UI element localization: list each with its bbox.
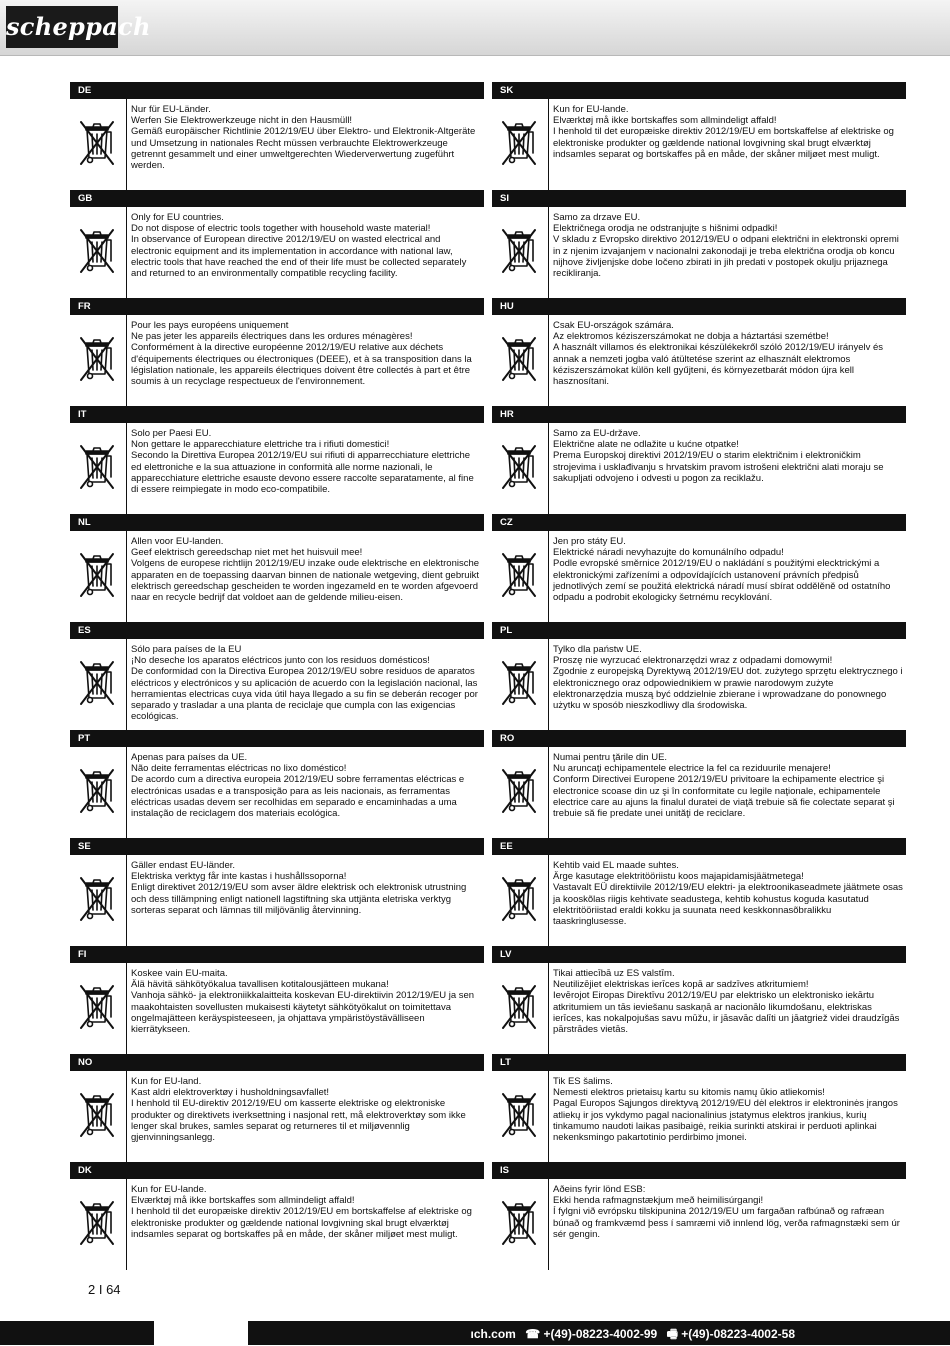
- section-body: [492, 963, 906, 1054]
- section-language-code: FR: [70, 298, 484, 315]
- footer-website: ıch.com: [470, 1327, 516, 1341]
- section-body: [70, 207, 484, 298]
- icon-cell: [70, 207, 127, 298]
- disposal-section-se: [70, 838, 484, 946]
- disposal-section-ee: [492, 838, 906, 946]
- disposal-section-lv: [492, 946, 906, 1054]
- section-language-code: CZ: [492, 514, 906, 531]
- footer-bar: [0, 1321, 950, 1345]
- icon-cell: [70, 1179, 127, 1270]
- section-language-code: HU: [492, 298, 906, 315]
- section-language-code: PT: [70, 730, 484, 747]
- section-body: [492, 639, 906, 730]
- section-language-code: RO: [492, 730, 906, 747]
- crossed-out-wheelie-bin-icon: [500, 1091, 538, 1139]
- crossed-out-wheelie-bin-icon: [78, 443, 116, 491]
- icon-cell: [492, 639, 549, 730]
- page-number: 2 I 64: [88, 1282, 121, 1297]
- icon-cell: [492, 207, 549, 298]
- section-text: Solo per Paesi EU. Non gettare le apparecchiature elettriche tra i rifiuti domestici! Secondo la Direttiva Europea 2012/19/EU sui rifiuti di apparrecchiature elettriche ed elettroniche e la sua attuazione in conformità alle norme nazionali, le apparecchiature elettriche esauste devono essere raccolte separatamente, al fine di essere reimpiegate in modo eco-compatibile.: [131, 428, 474, 496]
- section-language-code: LV: [492, 946, 906, 963]
- crossed-out-wheelie-bin-icon: [500, 227, 538, 275]
- disposal-section-es: [70, 622, 484, 730]
- disposal-section-hr: [492, 406, 906, 514]
- section-language-code: SK: [492, 82, 906, 99]
- section-text: Sólo para países de la EU ¡No deseche los aparatos eléctricos junto con los residuos domésticos! De conformidad con la Directiva Europea 2012/19/EU sobre residuos de aparatos eléctricos y electrónicos y su aplicación de acuerdo con la legislación nacional, las herramientas electricas cuya vida útil haya llegado a su fin se deberán recoger por separado y trasladar a una planta de reciclaje que cumpla con las exigencias ecológicas.: [131, 644, 478, 723]
- section-language-code: LT: [492, 1054, 906, 1071]
- disposal-section-de: [70, 82, 484, 190]
- section-text: Csak EU-országok számára. Az elektromos kéziszerszámokat ne dobja a háztartási szemétbe! A használt villamos és elektronikai készülékekről szóló 2012/19/EU irányelv és annak a nemzeti jogba való átültetése szerint az elhasznált elektromos kéziszerszámokat külön kell gyűjteni, és környezetbarát módon újra kell hasznosítani.: [553, 320, 884, 388]
- section-text: Aðeins fyrir lönd ESB: Ekki henda rafmagnstækjum með heimilisúrgangi! Í fylgni við evrópsku tilskipunina 2012/19/EU um fargaðan rafbúnað og rafræan búnað og framkvæmd þess í samræmi við innlend lög, verða rafmagnstæki sem úr sér gengin.: [553, 1184, 900, 1240]
- crossed-out-wheelie-bin-icon: [78, 551, 116, 599]
- section-text: Tylko dla państw UE. Proszę nie wyrzucać elektronarzędzi wraz z odpadami domowymi! Zgodnie z europejską Dyrektywą 2012/19/EU dot. zużytego sprzętu elektrycznego i elektronicznego oraz odpowiednikiem w prawie narodowym zużyte elektronarzędzia muszą być oddzielnie zbierane i wprowadzane do ponownego użytku w sposób nieszkodliwy dla środowiska.: [553, 644, 903, 712]
- crossed-out-wheelie-bin-icon: [500, 551, 538, 599]
- section-language-code: EE: [492, 838, 906, 855]
- footer-gap: [154, 1321, 248, 1345]
- crossed-out-wheelie-bin-icon: [78, 1091, 116, 1139]
- section-body: [70, 855, 484, 946]
- icon-cell: [492, 747, 549, 838]
- crossed-out-wheelie-bin-icon: [78, 983, 116, 1031]
- section-text: Allen voor EU-landen. Geef elektrisch gereedschap niet met het huisvuil mee! Volgens de europese richtlijn 2012/19/EU inzake oude elektrische en elektronische apparaten en de toepassing daarvan binnen de nationale wetgeving, dient gebruikt elektrisch gereedschap gescheiden te worden ingezameld en te worden afgevoerd naar en recycle bedrijf dat voldoet aan de geldende milieu-eisen.: [131, 536, 480, 604]
- crossed-out-wheelie-bin-icon: [78, 335, 116, 383]
- section-body: [492, 531, 906, 622]
- section-text: Apenas para países da UE. Não deite ferramentas eléctricas no lixo doméstico! De acordo cum a directiva europeia 2012/19/EU sobre ferramentas eléctricas e electrónicas usadas e a transposição para as leis nacionais, as ferramentas eléctricas usadas devem ser recolhidas em separado e encaminhadas a uma instalação de reciclagem dos materiais ecológica.: [131, 752, 465, 820]
- section-language-code: FI: [70, 946, 484, 963]
- section-text: Tik ES šalims. Nemesti elektros prietaisų kartu su kitomis namų ūkio atliekomis! Pagal Europos Sąjungos direktyvą 2012/19/EU dėl elektros ir elektroninės įrangos atliekų ir jos vykdymo pagal nacionalinius įstatymus elektros įrankius, kurių tinkamumo naudoti laikas pasibaigė, reikia surinkti atskirai ir perduoti aplinkai nekenksmingo pakartotinio perdirbimo įmonei.: [553, 1076, 898, 1144]
- crossed-out-wheelie-bin-icon: [500, 875, 538, 923]
- icon-cell: [492, 99, 549, 190]
- icon-cell: [70, 99, 127, 190]
- disposal-section-fi: [70, 946, 484, 1054]
- section-body: [492, 855, 906, 946]
- disposal-section-cz: [492, 514, 906, 622]
- section-text: Jen pro státy EU. Elektrické náradi nevyhazujte do komunálního odpadu! Podle evropské směrnice 2012/19/EU o nakládání s použitými elecktrickými a elektronickými zařízeními a odpovídajících ustanovení právních předpisů jednotlivých zemí se použitá elektrická náradí musí sbírat oddělěně od ostatního odpadu a podrobit ekologicky šetrnému recyklování.: [553, 536, 891, 604]
- footer-fax: 🖷 +(49)-08223-4002-58: [666, 1327, 795, 1341]
- section-language-code: IT: [70, 406, 484, 423]
- icon-cell: [70, 963, 127, 1054]
- right-column: [492, 82, 906, 1270]
- section-language-code: GB: [70, 190, 484, 207]
- brand-logo: scheppach: [6, 6, 118, 48]
- section-body: [70, 1071, 484, 1162]
- crossed-out-wheelie-bin-icon: [78, 767, 116, 815]
- disposal-section-pt: [70, 730, 484, 838]
- icon-cell: [492, 855, 549, 946]
- section-body: [70, 747, 484, 838]
- section-language-code: ES: [70, 622, 484, 639]
- crossed-out-wheelie-bin-icon: [78, 119, 116, 167]
- disposal-section-hu: [492, 298, 906, 406]
- crossed-out-wheelie-bin-icon: [78, 1199, 116, 1247]
- icon-cell: [492, 1179, 549, 1270]
- section-language-code: NO: [70, 1054, 484, 1071]
- section-text: Nur für EU-Länder. Werfen Sie Elektrowerkzeuge nicht in den Hausmüll! Gemäß europäischer Richtlinie 2012/19/EU über Elektro- und Elektronik-Altgeräte und Umsetzung in nationales Recht müssen verbrauchte Elektrowerkzeuge getrennt gesammelt und einer umweltgerechten Wiederverwertung zugeführt werden.: [131, 104, 476, 172]
- icon-cell: [492, 423, 549, 514]
- crossed-out-wheelie-bin-icon: [500, 119, 538, 167]
- disposal-section-is: [492, 1162, 906, 1270]
- icon-cell: [70, 855, 127, 946]
- crossed-out-wheelie-bin-icon: [500, 443, 538, 491]
- crossed-out-wheelie-bin-icon: [78, 659, 116, 707]
- section-text: Pour les pays européens uniquement Ne pas jeter les appareils électriques dans les ordures ménagères! Conformément à la directive européenne 2012/19/EU relative aux déchets d'équipements électriques ou électroniques (DEEE), et à sa transposition dans la législation nationale, les appareils électriques doivent être collectés à part et être soumis à un recyclage respectueux de l'environnement.: [131, 320, 472, 388]
- header-bar: [0, 0, 950, 56]
- section-text: Samo za drzave EU. Električnega orodja ne odstranjujte s hišnimi odpadki! V skladu z Evropsko direktivo 2012/19/EU o odpani električni in elektronski opremi in z njenim izvajanjem v nacionalni zakonodaji je treba električna orodja ob koncu nijhove življenjske dobe ločeno zbirati in jih predati v postopek okulju prijaznega recikliranja.: [553, 212, 899, 280]
- section-text: Samo za EU-države. Električne alate ne odlažite u kućne otpatke! Prema Europskoj direktivi 2012/19/EU o starim električnim i elektroničkim strojevima i usklađivanju s hrvatskim pravom istrošeni električni alati moraju se sakupljati odvojeno i odvesti u pogon za reciklažu.: [553, 428, 884, 484]
- crossed-out-wheelie-bin-icon: [500, 335, 538, 383]
- footer-contact: [465, 1325, 796, 1346]
- disposal-section-no: [70, 1054, 484, 1162]
- icon-cell: [492, 531, 549, 622]
- footer-phone: ☎ +(49)-08223-4002-99: [525, 1327, 658, 1341]
- disposal-section-it: [70, 406, 484, 514]
- section-body: [492, 1071, 906, 1162]
- section-language-code: HR: [492, 406, 906, 423]
- crossed-out-wheelie-bin-icon: [500, 1199, 538, 1247]
- section-body: [492, 207, 906, 298]
- left-column: [70, 82, 484, 1270]
- section-body: [492, 1179, 906, 1270]
- icon-cell: [70, 531, 127, 622]
- section-text: Only for EU countries. Do not dispose of electric tools together with household waste material! In observance of European directive 2012/19/EU on wasted electrical and electronic equipment and its implementation in accordance with national law, electric tools that have reached the end of their life must be collected separately and returned to an environmentally compatible recycling facility.: [131, 212, 467, 280]
- section-body: [492, 315, 906, 406]
- disposal-section-nl: [70, 514, 484, 622]
- disposal-section-lt: [492, 1054, 906, 1162]
- disposal-section-dk: [70, 1162, 484, 1270]
- crossed-out-wheelie-bin-icon: [78, 875, 116, 923]
- section-text: Kun for EU-lande. Elværktøj må ikke bortskaffes som allmindeligt affald! I henhold til det europæiske direktiv 2012/19/EU em bortskaffelse af elektriske og elektroniske produkter og gældende national lovgivning skal brugt elværktøj indsamles separat og bortskaffes på en måde, der skåner miljøet mest muligt.: [553, 104, 894, 160]
- section-body: [492, 747, 906, 838]
- section-body: [70, 1179, 484, 1270]
- section-text: Kun for EU-lande. Elværktøj må ikke bortskaffes som allmindeligt affald! I henhold til det europæiske direktiv 2012/19/EU em bortskaffelse af elektriske og elektroniske produkter og gældende national lovgivning skal brugt elværktøj indsamles separat og bortskaffes på en måde, der skåner miljøet mest muligt.: [131, 1184, 472, 1240]
- section-text: Kehtib vaid EL maade suhtes. Ärge kasutage elektritööriistu koos majapidamisjäätmetega! Vastavalt EÜ direktiivile 2012/19/EU elektri- ja elektroonikaseadmete jäätmete osas ja kooskõlas riigis kehtivate seadustega, kehtib kohustus koguda kasutatud elektritööriistad eraldi kokku ja suunata need keskkonnasõbralikku taaskringlusesse.: [553, 860, 903, 928]
- section-text: Tikai attiecībā uz ES valstīm. Neutilizējiet elektriskas ierīces kopā ar sadzīves atkritumiem! Ievērojot Eiropas Direktīvu 2012/19/EU par elektrisko un elektronisko iekārtu atkritumiem un tās ieviešanu saskaņā ar nacionālo likumdošanu, elektriskas ierīces, kas nokalpojušas savu mūžu, ir jāsavāc dalīti un jāatgriež videi draudzīgās pārstrādes vietās.: [553, 968, 900, 1036]
- icon-cell: [70, 1071, 127, 1162]
- section-language-code: SE: [70, 838, 484, 855]
- icon-cell: [70, 639, 127, 730]
- section-text: Kun for EU-land. Kast aldri elektroverktøy i husholdningsavfallet! I henhold til EU-direktiv 2012/19/EU om kasserte elektriske og elektroniske produkter og direktivets iverksettning i nasjonal rett, må elektroverktøy som ikke lenger skal brukes, samles separat og returneres til et miljøvennlig gjenvinningsanlegg.: [131, 1076, 466, 1144]
- section-language-code: DK: [70, 1162, 484, 1179]
- section-language-code: SI: [492, 190, 906, 207]
- section-body: [70, 639, 484, 730]
- crossed-out-wheelie-bin-icon: [500, 983, 538, 1031]
- section-language-code: DE: [70, 82, 484, 99]
- icon-cell: [492, 1071, 549, 1162]
- section-language-code: PL: [492, 622, 906, 639]
- disposal-section-ro: [492, 730, 906, 838]
- icon-cell: [70, 423, 127, 514]
- disposal-section-fr: [70, 298, 484, 406]
- section-language-code: IS: [492, 1162, 906, 1179]
- crossed-out-wheelie-bin-icon: [500, 767, 538, 815]
- disposal-section-pl: [492, 622, 906, 730]
- icon-cell: [492, 315, 549, 406]
- icon-cell: [70, 315, 127, 406]
- section-body: [70, 315, 484, 406]
- section-language-code: NL: [70, 514, 484, 531]
- section-text: Gäller endast EU-länder. Elektriska verktyg får inte kastas i hushållssoporna! Enligt direktivet 2012/19/EU som avser äldre elektrisk och elektronisk utrustning och dess tillämpning enligt nationell lagstiftning ska uttjänta eletriska verktyg sorteras separat och lämnas till miljövänlig återvinning.: [131, 860, 467, 916]
- crossed-out-wheelie-bin-icon: [78, 227, 116, 275]
- disposal-section-si: [492, 190, 906, 298]
- section-body: [70, 99, 484, 190]
- section-body: [70, 423, 484, 514]
- section-body: [70, 963, 484, 1054]
- icon-cell: [492, 963, 549, 1054]
- icon-cell: [70, 747, 127, 838]
- section-body: [70, 531, 484, 622]
- disposal-section-gb: [70, 190, 484, 298]
- disposal-section-sk: [492, 82, 906, 190]
- section-body: [492, 99, 906, 190]
- section-text: Koskee vain EU-maita. Älä hävitä sähkötyökalua tavallisen kotitalousjätteen mukana! Vanhoja sähkö- ja elektroniikkalaitteita koskevan EU-direktiivin 2012/19/EU ja sen maakohtaisten sovellusten mukaisesti käytetyt sähkötyökalut on toimitettava ongelmajätteen keräyspisteeseen, ja ohjattava ympäristöystävälliseen kierrätykseen.: [131, 968, 475, 1036]
- crossed-out-wheelie-bin-icon: [500, 659, 538, 707]
- section-text: Numai pentru ţările din UE. Nu aruncaţi echipamentele electrice la fel ca reziduurile menajere! Conform Directivei Europene 2012/19/EU privitoare la echipamente electrice şi electronice scoase din uz şi în conformitate cu legile naţionale, echipamentele electrice care au ajuns la finalul duratei de viaţă trebuie să fie colectate separat şi trebuie să fie predate unei unităţi de reciclare.: [553, 752, 895, 820]
- section-body: [492, 423, 906, 514]
